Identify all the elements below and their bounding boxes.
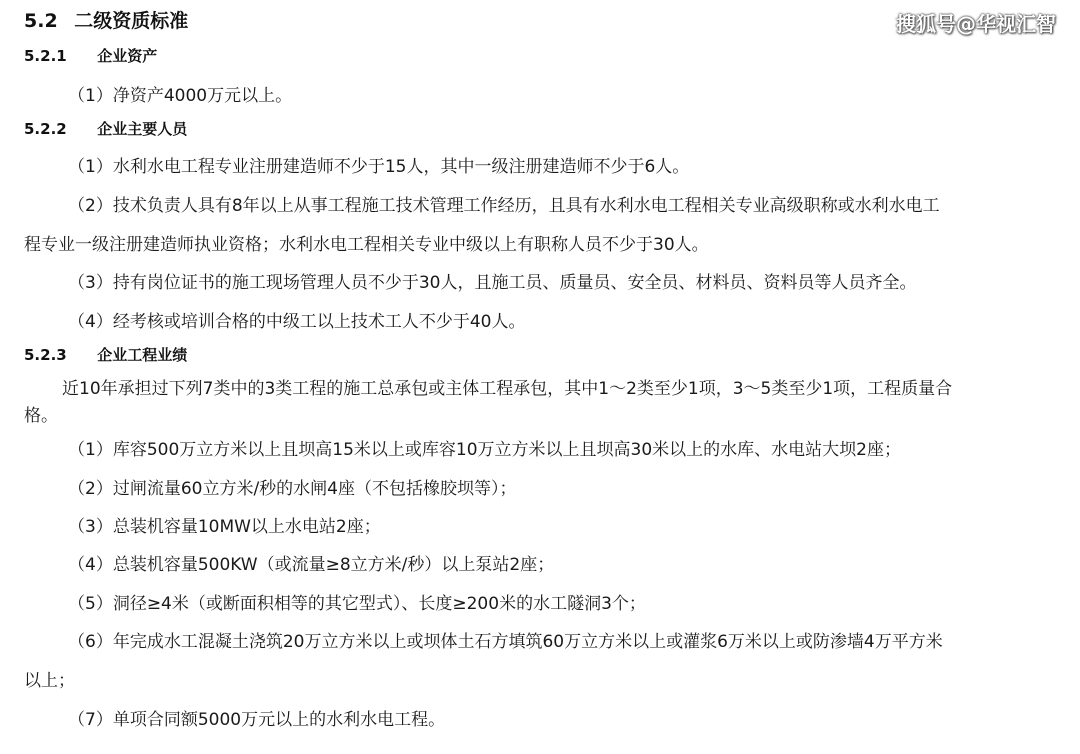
subsection-heading-staff <box>24 118 187 139</box>
section-title: 二级资质标准 <box>74 10 189 32</box>
performance-item-4: （4）总装机容量500KW（或流量≥8立方米/秒）以上泵站2座； <box>68 555 555 575</box>
performance-item-6-line-1: （6）年完成水工混凝土浇筑20万立方米以上或坝体土石方填筑60万立方米以上或灌浆6万米以上或防渗墙4万平方米 <box>68 632 943 652</box>
performance-item-7: （7）单项合同额5000万元以上的水利水电工程。 <box>68 710 446 730</box>
performance-item-3: （3）总装机容量10MW以上水电站2座； <box>68 517 381 537</box>
staff-item-1: （1）水利水电工程专业注册建造师不少于15人，其中一级注册建造师不少于6人。 <box>68 157 690 177</box>
subsection-title: 企业主要人员 <box>97 120 188 138</box>
performance-intro-line-2: 格。 <box>24 406 58 426</box>
performance-intro-line-1: 近10年承担过下列7类中的3类工程的施工总承包或主体工程承包，其中1～2类至少1项，3～5类至少1项，工程质量合 <box>62 379 953 399</box>
performance-item-5: （5）洞径≥4米（或断面积相等的其它型式）、长度≥200米的水工隧洞3个； <box>68 594 646 614</box>
staff-item-2-line-1: （2）技术负责人具有8年以上从事工程施工技术管理工作经历，且具有水利水电工程相关专业高级职称或水利水电工 <box>68 196 940 216</box>
assets-item-1: （1）净资产4000万元以上。 <box>68 86 293 106</box>
section-heading <box>24 6 188 33</box>
performance-item-1: （1）库容500万立方米以上且坝高15米以上或库容10万立方米以上且坝高30米以上的水库、水电站大坝2座； <box>68 440 901 460</box>
watermark: 搜狐号@华视汇智 <box>896 12 1056 36</box>
performance-item-2: （2）过闸流量60立方米/秒的水闸4座（不包括橡胶坝等）； <box>68 479 517 499</box>
staff-item-2-line-2: 程专业一级注册建造师执业资格；水利水电工程相关专业中级以上有职称人员不少于30人。 <box>24 235 709 255</box>
subsection-title: 企业工程业绩 <box>97 346 188 364</box>
subsection-title: 企业资产 <box>97 47 158 65</box>
section-number: 5.2 <box>24 10 58 32</box>
subsection-number: 5.2.1 <box>24 47 67 65</box>
subsection-heading-assets <box>24 45 157 66</box>
subsection-heading-performance <box>24 344 187 365</box>
subsection-number: 5.2.2 <box>24 120 67 138</box>
staff-item-3: （3）持有岗位证书的施工现场管理人员不少于30人，且施工员、质量员、安全员、材料员、资料员等人员齐全。 <box>68 273 917 293</box>
staff-item-4: （4）经考核或培训合格的中级工以上技术工人不少于40人。 <box>68 312 526 332</box>
subsection-number: 5.2.3 <box>24 346 67 364</box>
performance-item-6-line-2: 以上； <box>24 671 75 691</box>
